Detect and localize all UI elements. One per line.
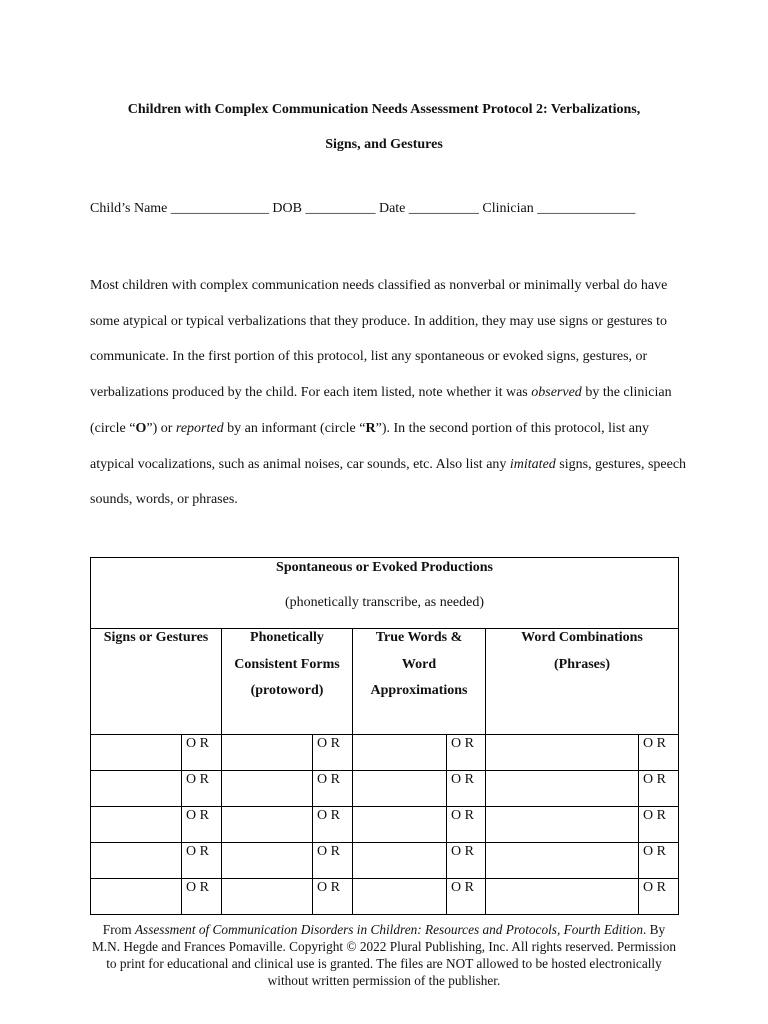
entry-cell[interactable] <box>486 843 639 879</box>
intro-text: by an informant (circle “ <box>223 420 366 436</box>
column-header <box>222 629 353 735</box>
table-row <box>91 771 679 807</box>
or-cell[interactable]: O R <box>639 843 679 879</box>
intro-paragraph <box>90 268 690 518</box>
productions-table <box>90 557 679 915</box>
intro-imitated: imitated <box>509 456 556 472</box>
entry-cell[interactable] <box>353 807 447 843</box>
or-cell[interactable]: O R <box>182 771 222 807</box>
column-header-line: Signs or Gestures <box>103 630 209 645</box>
column-header-line: Word Combinations <box>521 630 643 645</box>
copyright-footer <box>90 921 678 989</box>
column-header <box>91 629 222 735</box>
intro-r: R <box>365 420 376 436</box>
intro-text: by the clinician (circle “ <box>90 385 672 436</box>
column-header-line: Word <box>401 656 437 672</box>
entry-cell[interactable] <box>486 879 639 915</box>
table-row <box>91 879 679 915</box>
title-line-2: Signs, and Gestures <box>325 137 443 152</box>
entry-cell[interactable] <box>91 879 182 915</box>
entry-cell[interactable] <box>222 843 313 879</box>
entry-cell[interactable] <box>353 879 447 915</box>
clinician-label: Clinician <box>482 201 534 216</box>
dob-label: DOB <box>272 201 302 216</box>
or-cell[interactable]: O R <box>313 771 353 807</box>
column-header-line: Approximations <box>370 683 468 699</box>
date-label: Date <box>378 201 406 216</box>
entry-cell[interactable] <box>222 807 313 843</box>
page-title <box>90 92 678 162</box>
or-cell[interactable]: O R <box>313 735 353 771</box>
entry-cell[interactable] <box>486 771 639 807</box>
entry-cell[interactable] <box>353 771 447 807</box>
or-cell[interactable]: O R <box>182 879 222 915</box>
or-cell[interactable]: O R <box>182 735 222 771</box>
or-cell[interactable]: O R <box>447 771 486 807</box>
clinician-blank[interactable]: ______________ <box>537 201 636 216</box>
entry-cell[interactable] <box>91 735 182 771</box>
footer-text: From <box>102 922 135 937</box>
intro-reported: reported <box>175 420 224 436</box>
or-cell[interactable]: O R <box>447 735 486 771</box>
or-cell[interactable]: O R <box>313 879 353 915</box>
entry-cell[interactable] <box>91 771 182 807</box>
table-subtitle: (phonetically transcribe, as needed) <box>284 595 485 610</box>
entry-cell[interactable] <box>486 807 639 843</box>
table-row <box>91 843 679 879</box>
table-row <box>91 735 679 771</box>
intro-o: O <box>135 420 147 436</box>
child-name-label: Child’s Name <box>90 201 168 216</box>
entry-cell[interactable] <box>222 735 313 771</box>
dob-blank[interactable]: __________ <box>305 201 376 216</box>
column-header-line: True Words & <box>375 630 463 645</box>
or-cell[interactable]: O R <box>182 843 222 879</box>
entry-cell[interactable] <box>486 735 639 771</box>
or-cell[interactable]: O R <box>313 843 353 879</box>
entry-cell[interactable] <box>353 843 447 879</box>
entry-cell[interactable] <box>91 843 182 879</box>
table-header <box>91 558 679 629</box>
intro-text: signs, gestures, speech sounds, words, or phrases. <box>90 456 687 508</box>
title-line-1: Children with Complex Communication Needs Assessment Protocol 2: Verbalizations, <box>127 102 641 117</box>
column-header-line: Consistent Forms <box>234 656 340 672</box>
child-name-blank[interactable]: ______________ <box>170 201 269 216</box>
date-blank[interactable]: __________ <box>408 201 479 216</box>
entry-cell[interactable] <box>222 771 313 807</box>
table-row <box>91 807 679 843</box>
info-line <box>90 198 635 220</box>
intro-observed: observed <box>531 385 582 401</box>
or-cell[interactable]: O R <box>447 879 486 915</box>
or-cell[interactable]: O R <box>639 771 679 807</box>
footer-book-title: Assessment of Communication Disorders in Children: Resources and Protocols, Fourth Edition <box>134 922 644 937</box>
column-header <box>353 629 486 735</box>
intro-text: Most children with complex communication needs classified as nonverbal or minimally verbal do have some atypical or typical verbalizations that they produce. In addition, they may use signs or gestures to communicate. In the first portion of this protocol, list any spontaneous or evoked signs, gestures, or verbalizations produced by the child. For each item listed, note whether it was <box>90 278 668 401</box>
footer-text: . By M.N. Hegde and Frances Pomaville. Copyright © 2022 Plural Publishing, Inc. All rights reserved. Permission to print for educational and clinical use is granted. The files are NOT allowed to be hosted electronically without written permission of the publisher. <box>91 922 677 988</box>
entry-cell[interactable] <box>353 735 447 771</box>
or-cell[interactable]: O R <box>639 879 679 915</box>
column-header-line: (protoword) <box>250 683 324 699</box>
intro-text: ”) or <box>146 420 176 436</box>
or-cell[interactable]: O R <box>313 807 353 843</box>
entry-cell[interactable] <box>91 807 182 843</box>
or-cell[interactable]: O R <box>639 807 679 843</box>
or-cell[interactable]: O R <box>447 807 486 843</box>
column-header-line: Phonetically <box>250 630 324 645</box>
column-header <box>486 629 679 735</box>
or-cell[interactable]: O R <box>447 843 486 879</box>
or-cell[interactable]: O R <box>182 807 222 843</box>
or-cell[interactable]: O R <box>639 735 679 771</box>
column-header-line: (Phrases) <box>554 656 610 672</box>
entry-cell[interactable] <box>222 879 313 915</box>
table-title: Spontaneous or Evoked Productions <box>276 560 493 575</box>
intro-text: ”). In the second portion of this protocol, list any atypical vocalizations, such as animal noises, car sounds, etc. Also list any <box>90 420 649 472</box>
